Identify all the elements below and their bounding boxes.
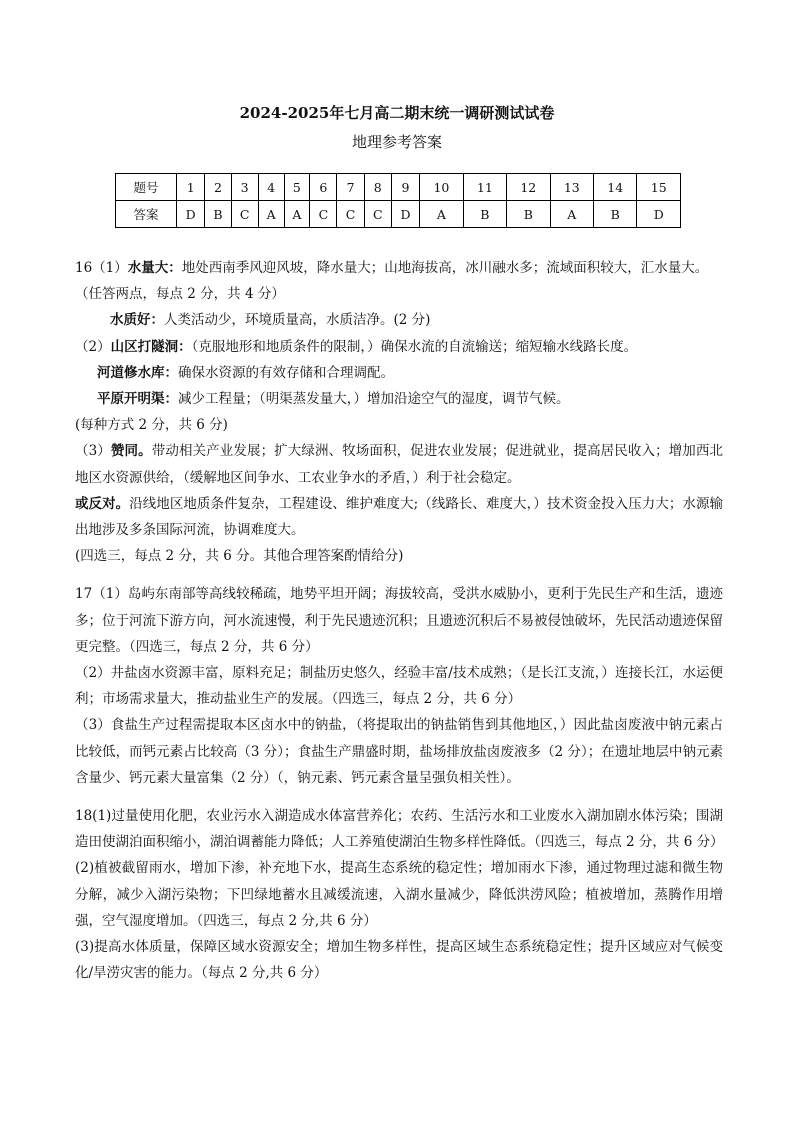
question-number: 10 [420, 174, 463, 201]
answer-cell: A [284, 201, 310, 228]
answer-cell: D [177, 201, 205, 228]
q16-canal [75, 386, 723, 412]
part-number: 16（1） [75, 260, 128, 276]
answer-cell: C [364, 201, 391, 228]
part-number: （2） [75, 338, 111, 355]
q16-part3-note: (四选三，每点 2 分，共 6 分。其他合理答案酌情给分) [75, 548, 404, 565]
key-term: 赞同。 [110, 443, 152, 460]
answer-text: （克服地形和地质条件的限制，）确保水流的自流输送；缩短输水线路长度。 [191, 338, 638, 355]
answer-row [116, 201, 681, 228]
q17-part2: （2）井盐卤水资源丰富，原料充足；制盐历史悠久，经验丰富/技术成熟；（是长江支流，）连接长江，水运便利；市场需求量大，推动盐业生产的发展。（四选三，每点 2 分，共 6 分） [75, 665, 723, 708]
q18-part2: (2)植被截留雨水，增加下渗，补充地下水，提高生态系统的稳定性；增加雨水下渗，通过物理过滤和微生物分解，减少入湖污染物；下凹绿地蓄水且减缓流速，入湖水量减少，降低洪涝风险；植被增加，蒸腾作用增强，空气湿度增加。（四选三，每点 2 分,共 6 分） [75, 860, 723, 929]
q16-part3-agree [75, 438, 723, 490]
q16-water-quality [75, 307, 723, 333]
question-number: 15 [637, 174, 681, 201]
answer-table [115, 173, 681, 228]
q17-part3: （3）食盐生产过程需提取本区卤水中的钠盐，（将提取出的钠盐销售到其他地区，）因此盐卤废液中钠元素占比较低，而钙元素占比较高（3 分）；食盐生产鼎盛时期，盐场排放盐卤废液多（2 分）；在遗址地层中钠元素含量少、钙元素大量富集（2 分）（，钠元素、钙元素含量呈强负相关性）。 [75, 717, 723, 786]
exam-subtitle: 地理参考答案 [351, 133, 442, 151]
question-number: 7 [337, 174, 364, 201]
question-number: 14 [594, 174, 637, 201]
answer-cell: D [391, 201, 419, 228]
question-number-row [116, 174, 681, 201]
key-term: 水量大： [127, 260, 182, 276]
answer-cell: D [637, 201, 681, 228]
answer-cell: A [420, 201, 463, 228]
q16-part2-note: (每种方式 2 分，共 6 分) [75, 417, 228, 434]
answer-cell: C [231, 201, 258, 228]
part-number: （3） [75, 443, 111, 460]
q16-part2 [75, 334, 723, 360]
question-number: 4 [258, 174, 284, 201]
answer-text: 人类活动少，环境质量高，水质洁净。(2 分) [164, 312, 431, 329]
question-number: 6 [310, 174, 337, 201]
answer-cell: B [463, 201, 506, 228]
answer-content [75, 255, 723, 986]
question-number: 9 [391, 174, 419, 201]
exam-title: 2024-2025年七月高二期末统一调研测试试卷 [239, 104, 555, 122]
answer-text: 确保水资源的有效存储和合理调配。 [178, 364, 394, 381]
key-term: 水质好： [110, 312, 164, 329]
question-number: 5 [284, 174, 310, 201]
answer-cell: C [310, 201, 337, 228]
question-number: 11 [463, 174, 506, 201]
key-term: 河道修水库： [97, 364, 178, 381]
answer-label: 答案 [116, 201, 177, 228]
q16-part3-oppose [75, 491, 723, 543]
question-number: 8 [364, 174, 391, 201]
header-label: 题号 [116, 174, 177, 201]
q16-reservoir [75, 360, 723, 386]
question-number: 3 [231, 174, 258, 201]
answer-cell: B [507, 201, 550, 228]
key-term: 山区打隧洞： [110, 338, 192, 355]
question-number: 1 [177, 174, 205, 201]
answer-cell: A [258, 201, 284, 228]
answer-cell: C [337, 201, 364, 228]
key-term: 平原开明渠： [97, 391, 178, 408]
answer-cell: A [550, 201, 593, 228]
answer-text: 带动相关产业发展；扩大绿洲、牧场面积，促进农业发展；促进就业，提高居民收入；增加西北地区水资源供给，（缓解地区间争水、工农业争水的矛盾，）利于社会稳定。 [75, 443, 724, 486]
q16-part1 [75, 255, 723, 281]
answer-cell: B [205, 201, 231, 228]
answer-cell: B [594, 201, 637, 228]
key-term: 或反对。 [75, 495, 130, 512]
answer-text: 地处西南季风迎风坡，降水量大；山地海拔高，冰川融水多；流域面积较大，汇水量大。 [181, 260, 709, 276]
answer-text: 沿线地区地质条件复杂，工程建设、维护难度大;（线路长、难度大，）技术资金投入压力大；水源输出地涉及多条国际河流，协调难度大。 [75, 495, 723, 539]
question-number: 13 [550, 174, 593, 201]
answer-text: 减少工程量；（明渠蒸发量大，）增加沿途空气的湿度，调节气候。 [178, 391, 570, 408]
q17-part1: 17（1）岛屿东南部等高线较稀疏，地势平坦开阔；海拔较高，受洪水威胁小，更利于先民生产和生活，遗迹多；位于河流下游方向，河水流速慢，利于先民遗迹沉积；且遗迹沉积后不易被侵蚀破坏，先民活动遗迹保留更完整。（四选三，每点 2 分，共 6 分） [75, 586, 723, 655]
q18-part1: 18(1)过量使用化肥，农业污水入湖造成水体富营养化；农药、生活污水和工业废水入湖加剧水体污染；围湖造田使湖泊面积缩小，湖泊调蓄能力降低；人工养殖使湖泊生物多样性降低。（四选三，每点 2 分，共 6 分） [75, 808, 724, 851]
q18-part3: (3)提高水体质量，保障区域水资源安全；增加生物多样性，提高区域生态系统稳定性；提升区域应对气候变化/旱涝灾害的能力。（每点 2 分,共 6 分） [75, 939, 723, 982]
question-number: 2 [205, 174, 231, 201]
q16-part1-note: （任答两点，每点 2 分，共 4 分） [75, 286, 285, 303]
question-number: 12 [507, 174, 550, 201]
